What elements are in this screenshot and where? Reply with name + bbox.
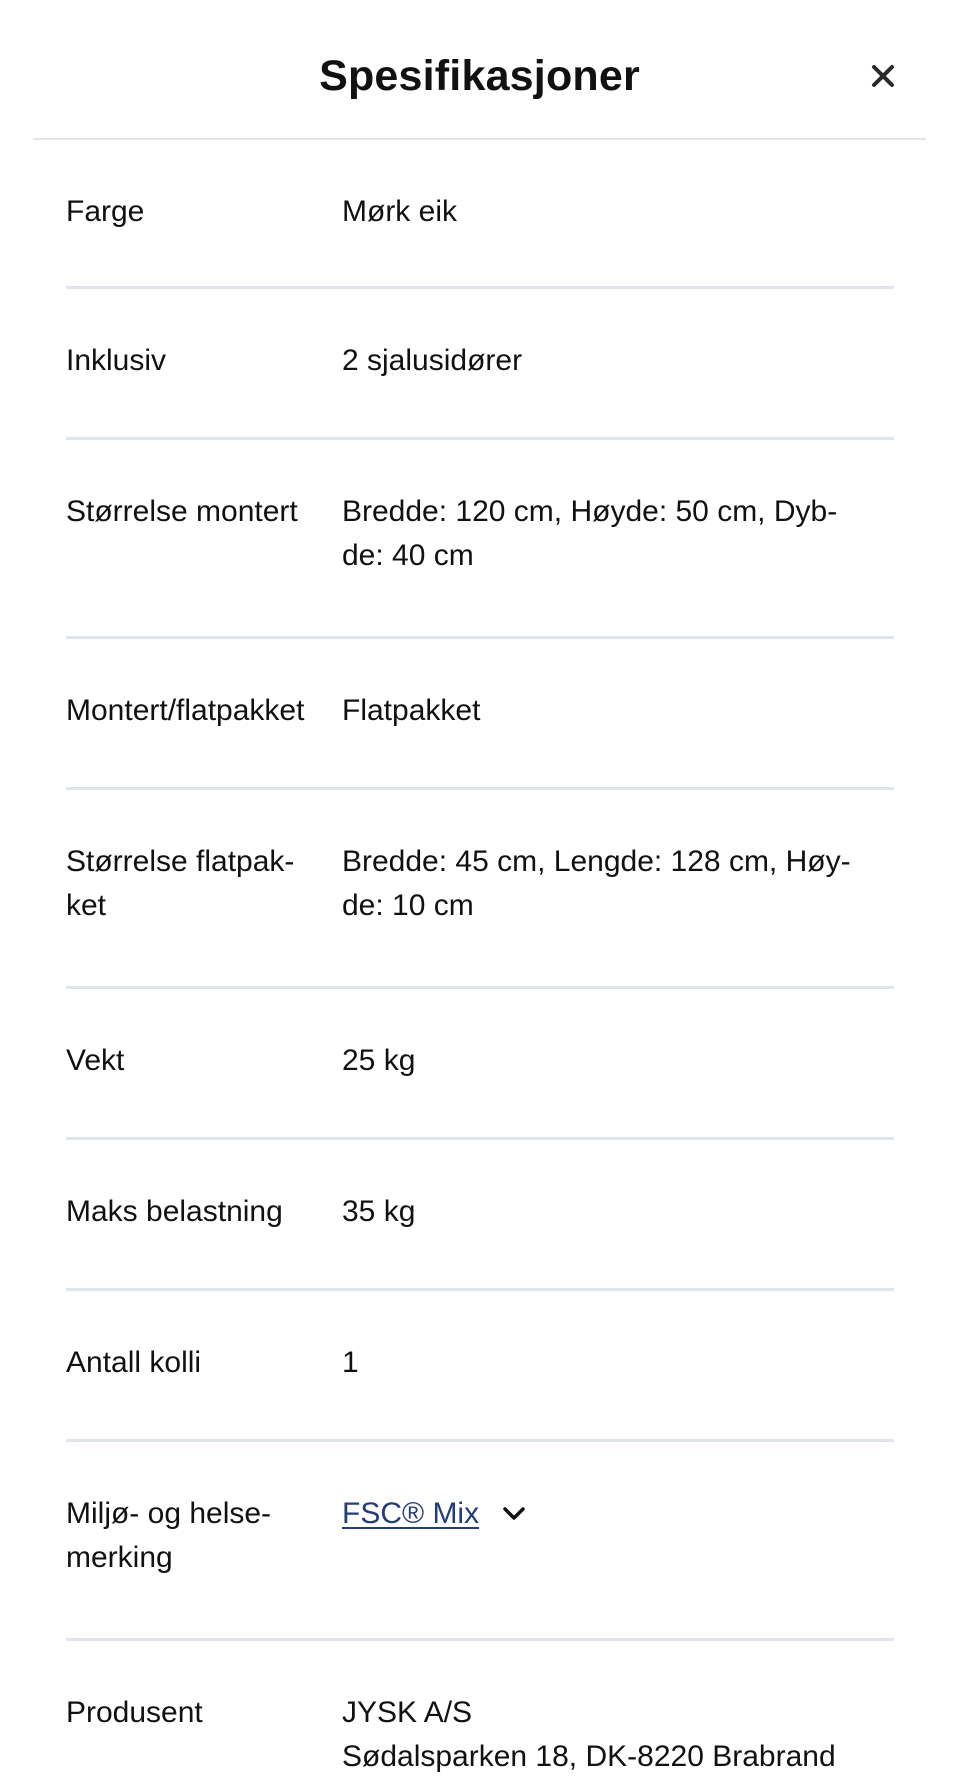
spec-label: Produsent <box>66 1696 203 1729</box>
spec-label <box>66 840 342 928</box>
spec-row-storrelse-montert <box>66 440 894 639</box>
spec-value: Mørk eik <box>342 195 457 228</box>
spec-label: Maks belastning <box>66 1195 283 1228</box>
spec-row-montert-flatpakket <box>66 639 894 790</box>
spec-label: Størrelse montert <box>66 495 298 528</box>
spec-label-line: ket <box>66 889 107 922</box>
close-icon <box>870 63 896 89</box>
spec-label: Antall kolli <box>66 1346 202 1379</box>
spec-row-antall-kolli <box>66 1291 894 1442</box>
spec-row-vekt <box>66 989 894 1140</box>
spec-value-line: Bredde: 120 cm, Høyde: 50 cm, Dyb- <box>342 495 838 528</box>
spec-value <box>342 490 894 578</box>
spec-label-line: Miljø- og helse- <box>66 1497 272 1530</box>
spec-row-inklusiv <box>66 289 894 440</box>
fsc-mix-link[interactable]: FSC® Mix <box>342 1497 480 1530</box>
spec-row-produsent <box>66 1641 894 1792</box>
spec-value-line: de: 40 cm <box>342 539 474 572</box>
dialog-header <box>33 0 926 140</box>
close-button[interactable] <box>863 56 903 96</box>
spec-label: Farge <box>66 195 145 228</box>
spec-value: 35 kg <box>342 1195 416 1228</box>
spec-value-line: Bredde: 45 cm, Lengde: 128 cm, Høy- <box>342 845 851 878</box>
spec-label <box>66 1492 342 1580</box>
specifications-list <box>66 140 894 1792</box>
expand-certification-button[interactable] <box>497 1497 531 1531</box>
spec-label: Vekt <box>66 1044 125 1077</box>
spec-label-line: Størrelse flatpak- <box>66 845 295 878</box>
spec-label: Inklusiv <box>66 344 167 377</box>
spec-row-maks-belastning <box>66 1140 894 1291</box>
spec-value <box>342 1492 894 1536</box>
spec-label-line: merking <box>66 1541 173 1574</box>
chevron-down-icon <box>502 1506 526 1522</box>
dialog-title: Spesifikasjoner <box>319 52 640 100</box>
spec-value <box>342 840 894 928</box>
spec-label: Montert/flatpakket <box>66 694 305 727</box>
spec-value: 25 kg <box>342 1044 416 1077</box>
spec-value: Flatpakket <box>342 694 481 727</box>
spec-value: 1 <box>342 1346 359 1379</box>
spec-row-storrelse-flatpakket <box>66 790 894 989</box>
spec-value: 2 sjalusidører <box>342 344 523 377</box>
manufacturer-name: JYSK A/S <box>342 1696 473 1729</box>
spec-value <box>342 1691 894 1779</box>
spec-value-line: de: 10 cm <box>342 889 474 922</box>
spec-row-farge <box>66 140 894 289</box>
manufacturer-address: Sødalsparken 18, DK-8220 Brabrand <box>342 1740 836 1773</box>
spec-row-miljo-helsemerking <box>66 1442 894 1641</box>
